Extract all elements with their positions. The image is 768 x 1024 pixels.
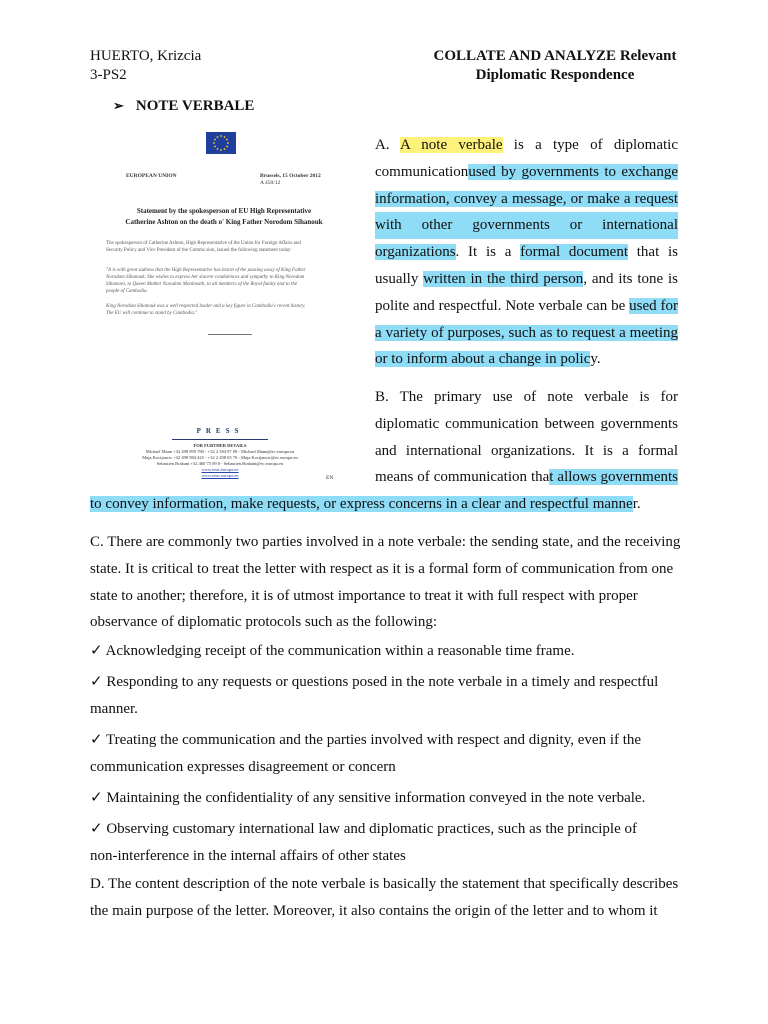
section-code: 3-PS2 bbox=[90, 67, 127, 83]
scan-press: PRESS bbox=[196, 427, 244, 435]
scan-title-1: Statement by the spokesperson of EU High Representative bbox=[136, 207, 312, 215]
checklist-line: communication expresses disagreement or concern bbox=[90, 758, 396, 775]
scan-divider bbox=[208, 334, 252, 335]
highlight-blue: used by governments to exchange bbox=[468, 163, 678, 180]
paragraph-a-line bbox=[375, 186, 678, 213]
author-name: HUERTO, Krizcia bbox=[90, 48, 202, 64]
paragraph-d-line: D. The content description of the note verbale is basically the statement that specifically describes bbox=[90, 876, 679, 892]
scan-contact: Maja Kocijancic +32 498 984 425 - +32 2 298 65 70 - Maja.Kocijancic@ec.europa.eu bbox=[142, 455, 298, 460]
paragraph-a-line: usually written in the third person, and its tone is bbox=[375, 270, 678, 287]
highlight-blue: written in the third person bbox=[423, 270, 584, 287]
scan-contact-link[interactable]: www.eeas.europa.eu bbox=[201, 473, 239, 478]
scan-para-2-line: Sihamoni, to Queen Mother Norodom Monineath, to all members of the Royal family and to the bbox=[106, 282, 298, 287]
highlight-blue: used for bbox=[629, 297, 678, 314]
paragraph-c-line: C. There are commonly two parties involved in a note verbale: the sending state, and the receiving bbox=[90, 534, 681, 550]
paragraph-a-line: polite and respectful. Note verbale can be used for bbox=[375, 297, 678, 314]
scan-para-3 bbox=[106, 303, 346, 317]
paragraph-b-line-final: to convey information, make requests, or express concerns in a clear and respectful manner. bbox=[90, 496, 641, 512]
doc-title-line2: Diplomatic Respondence bbox=[475, 67, 635, 83]
scan-lang: EN bbox=[326, 475, 334, 481]
scan-title-2: Catherine Ashton on the death o' King Father Norodom Sihanouk bbox=[125, 218, 323, 226]
checklist-line: ✓ Treating the communication and the parties involved with respect and dignity, even if the bbox=[90, 732, 642, 748]
protocol-checklist-item bbox=[90, 669, 658, 723]
paragraph-b-line: B. The primary use of note verbale is for bbox=[375, 389, 678, 405]
scan-para-2 bbox=[106, 267, 346, 295]
scan-para-1-line: The spokesperson of Catherine Ashton, High Representative of the Union for Foreign Affairs and bbox=[106, 241, 301, 246]
scan-contact: Michael Mann +32 498 999 780 - +32 2 584 97 08 - Michael.Mann@ec.europa.eu bbox=[145, 449, 295, 454]
highlight-blue: to convey information, make requests, or express concerns in a clear and respectful manne bbox=[90, 496, 633, 512]
paragraph-d bbox=[90, 871, 678, 925]
highlight-blue: organizations bbox=[375, 244, 456, 261]
checklist-line: non-interference in the internal affairs of other states bbox=[90, 847, 406, 864]
scan-para-3-line: The EU will continue to stand by Cambodia." bbox=[106, 311, 198, 316]
scan-para-1 bbox=[106, 240, 346, 254]
doc-title-line1: COLLATE AND ANALYZE Relevant bbox=[433, 48, 677, 64]
paragraph-a-line bbox=[375, 320, 678, 347]
paragraph-c bbox=[90, 529, 680, 636]
paragraph-c-line: state to another; therefore, it is of utmost importance to treat it with full respect with proper bbox=[90, 587, 638, 604]
paragraph-a-line: A. A note verbale is a type of diplomatic bbox=[375, 137, 678, 153]
highlight-blue: formal document bbox=[520, 244, 629, 261]
highlight-blue: a variety of purposes, such as to request a meeting bbox=[375, 324, 678, 341]
paragraph-b-line: diplomatic communication between governments bbox=[375, 415, 678, 432]
scan-place-date: Brussels, 15 October 2012 bbox=[260, 173, 321, 179]
highlight-yellow: A note verbale bbox=[400, 137, 503, 153]
paragraph-a bbox=[375, 132, 678, 373]
paragraph-d-line: the main purpose of the letter. Moreover, it also contains the origin of the letter and to whom it bbox=[90, 902, 658, 919]
scan-org: EUROPEAN UNION bbox=[126, 173, 177, 179]
paragraph-b bbox=[375, 384, 678, 491]
scan-para-2-line: "It is with great sadness that the High Representative has learnt of the passing away of King Father bbox=[106, 268, 306, 273]
highlight-blue: with other governments or international bbox=[375, 212, 678, 239]
paragraph-a-line bbox=[375, 212, 678, 239]
paragraph-a-line: organizations. It is a formal document that is bbox=[375, 244, 679, 261]
paragraph-b-line: and international organizations. It is a formal bbox=[375, 442, 678, 459]
highlight-blue: or to inform about a change in polic bbox=[375, 351, 591, 368]
checklist-line: ✓ Observing customary international law and diplomatic practices, such as the principle of bbox=[90, 821, 637, 837]
scan-ref: A 450/12 bbox=[260, 180, 281, 186]
note-verbale-scan bbox=[100, 128, 348, 488]
arrow-bullet-icon: ➢ bbox=[113, 98, 124, 113]
checklist-line: manner. bbox=[90, 700, 138, 717]
protocol-checklist-item bbox=[90, 785, 645, 812]
scan-contact-link[interactable]: www.eeas.europa.eu bbox=[201, 467, 239, 472]
section-heading bbox=[113, 98, 254, 115]
highlight-blue: t allows governments bbox=[549, 469, 678, 486]
section-heading-text: NOTE VERBALE bbox=[135, 98, 255, 114]
scan-para-2-line: people of Cambodia. bbox=[106, 289, 148, 294]
protocol-checklist-item bbox=[90, 727, 641, 781]
protocol-checklist-item bbox=[90, 816, 637, 870]
checklist-line: ✓ Responding to any requests or questions posed in the note verbale in a timely and respectful bbox=[90, 674, 659, 690]
paragraph-c-line: observance of diplomatic protocols such as the following: bbox=[90, 614, 437, 631]
eu-flag-icon bbox=[206, 132, 236, 154]
paragraph-c-line: state. It is critical to treat the letter with respect as it is a formal form of communication from one bbox=[90, 560, 674, 577]
scan-para-3-line: King Norodom Sihanouk was a well respected leader and a key figure in Cambodia's recent history. bbox=[106, 304, 306, 309]
highlight-blue: information, convey a message, or make a request bbox=[375, 190, 678, 207]
scan-contact-heading: FOR FURTHER DETAILS bbox=[193, 443, 247, 448]
paragraph-a-line: communicationused by governments to exchange bbox=[375, 163, 678, 180]
scan-para-1-line: Security Policy and Vice President of the Comms sion, issued the following statement today: bbox=[106, 248, 292, 253]
scan-para-2-line: Norodom Sihanouk. She wishes to express her sincere condolences and sympathy to King Norodom bbox=[106, 275, 305, 280]
scan-contact: Sebastien Brabant +32 460 75 09 8 - Sebastien.Brabant@ec.europa.eu bbox=[156, 461, 284, 466]
checklist-line: ✓ Maintaining the confidentiality of any sensitive information conveyed in the note verbale. bbox=[90, 790, 646, 806]
checklist-line: ✓ Acknowledging receipt of the communication within a reasonable time frame. bbox=[90, 643, 575, 659]
protocol-checklist-item bbox=[90, 638, 575, 665]
paragraph-b-line: means of communication that allows governments bbox=[375, 469, 678, 486]
paragraph-a-line: or to inform about a change in policy. bbox=[375, 351, 601, 368]
scan-press-rule bbox=[172, 439, 268, 440]
